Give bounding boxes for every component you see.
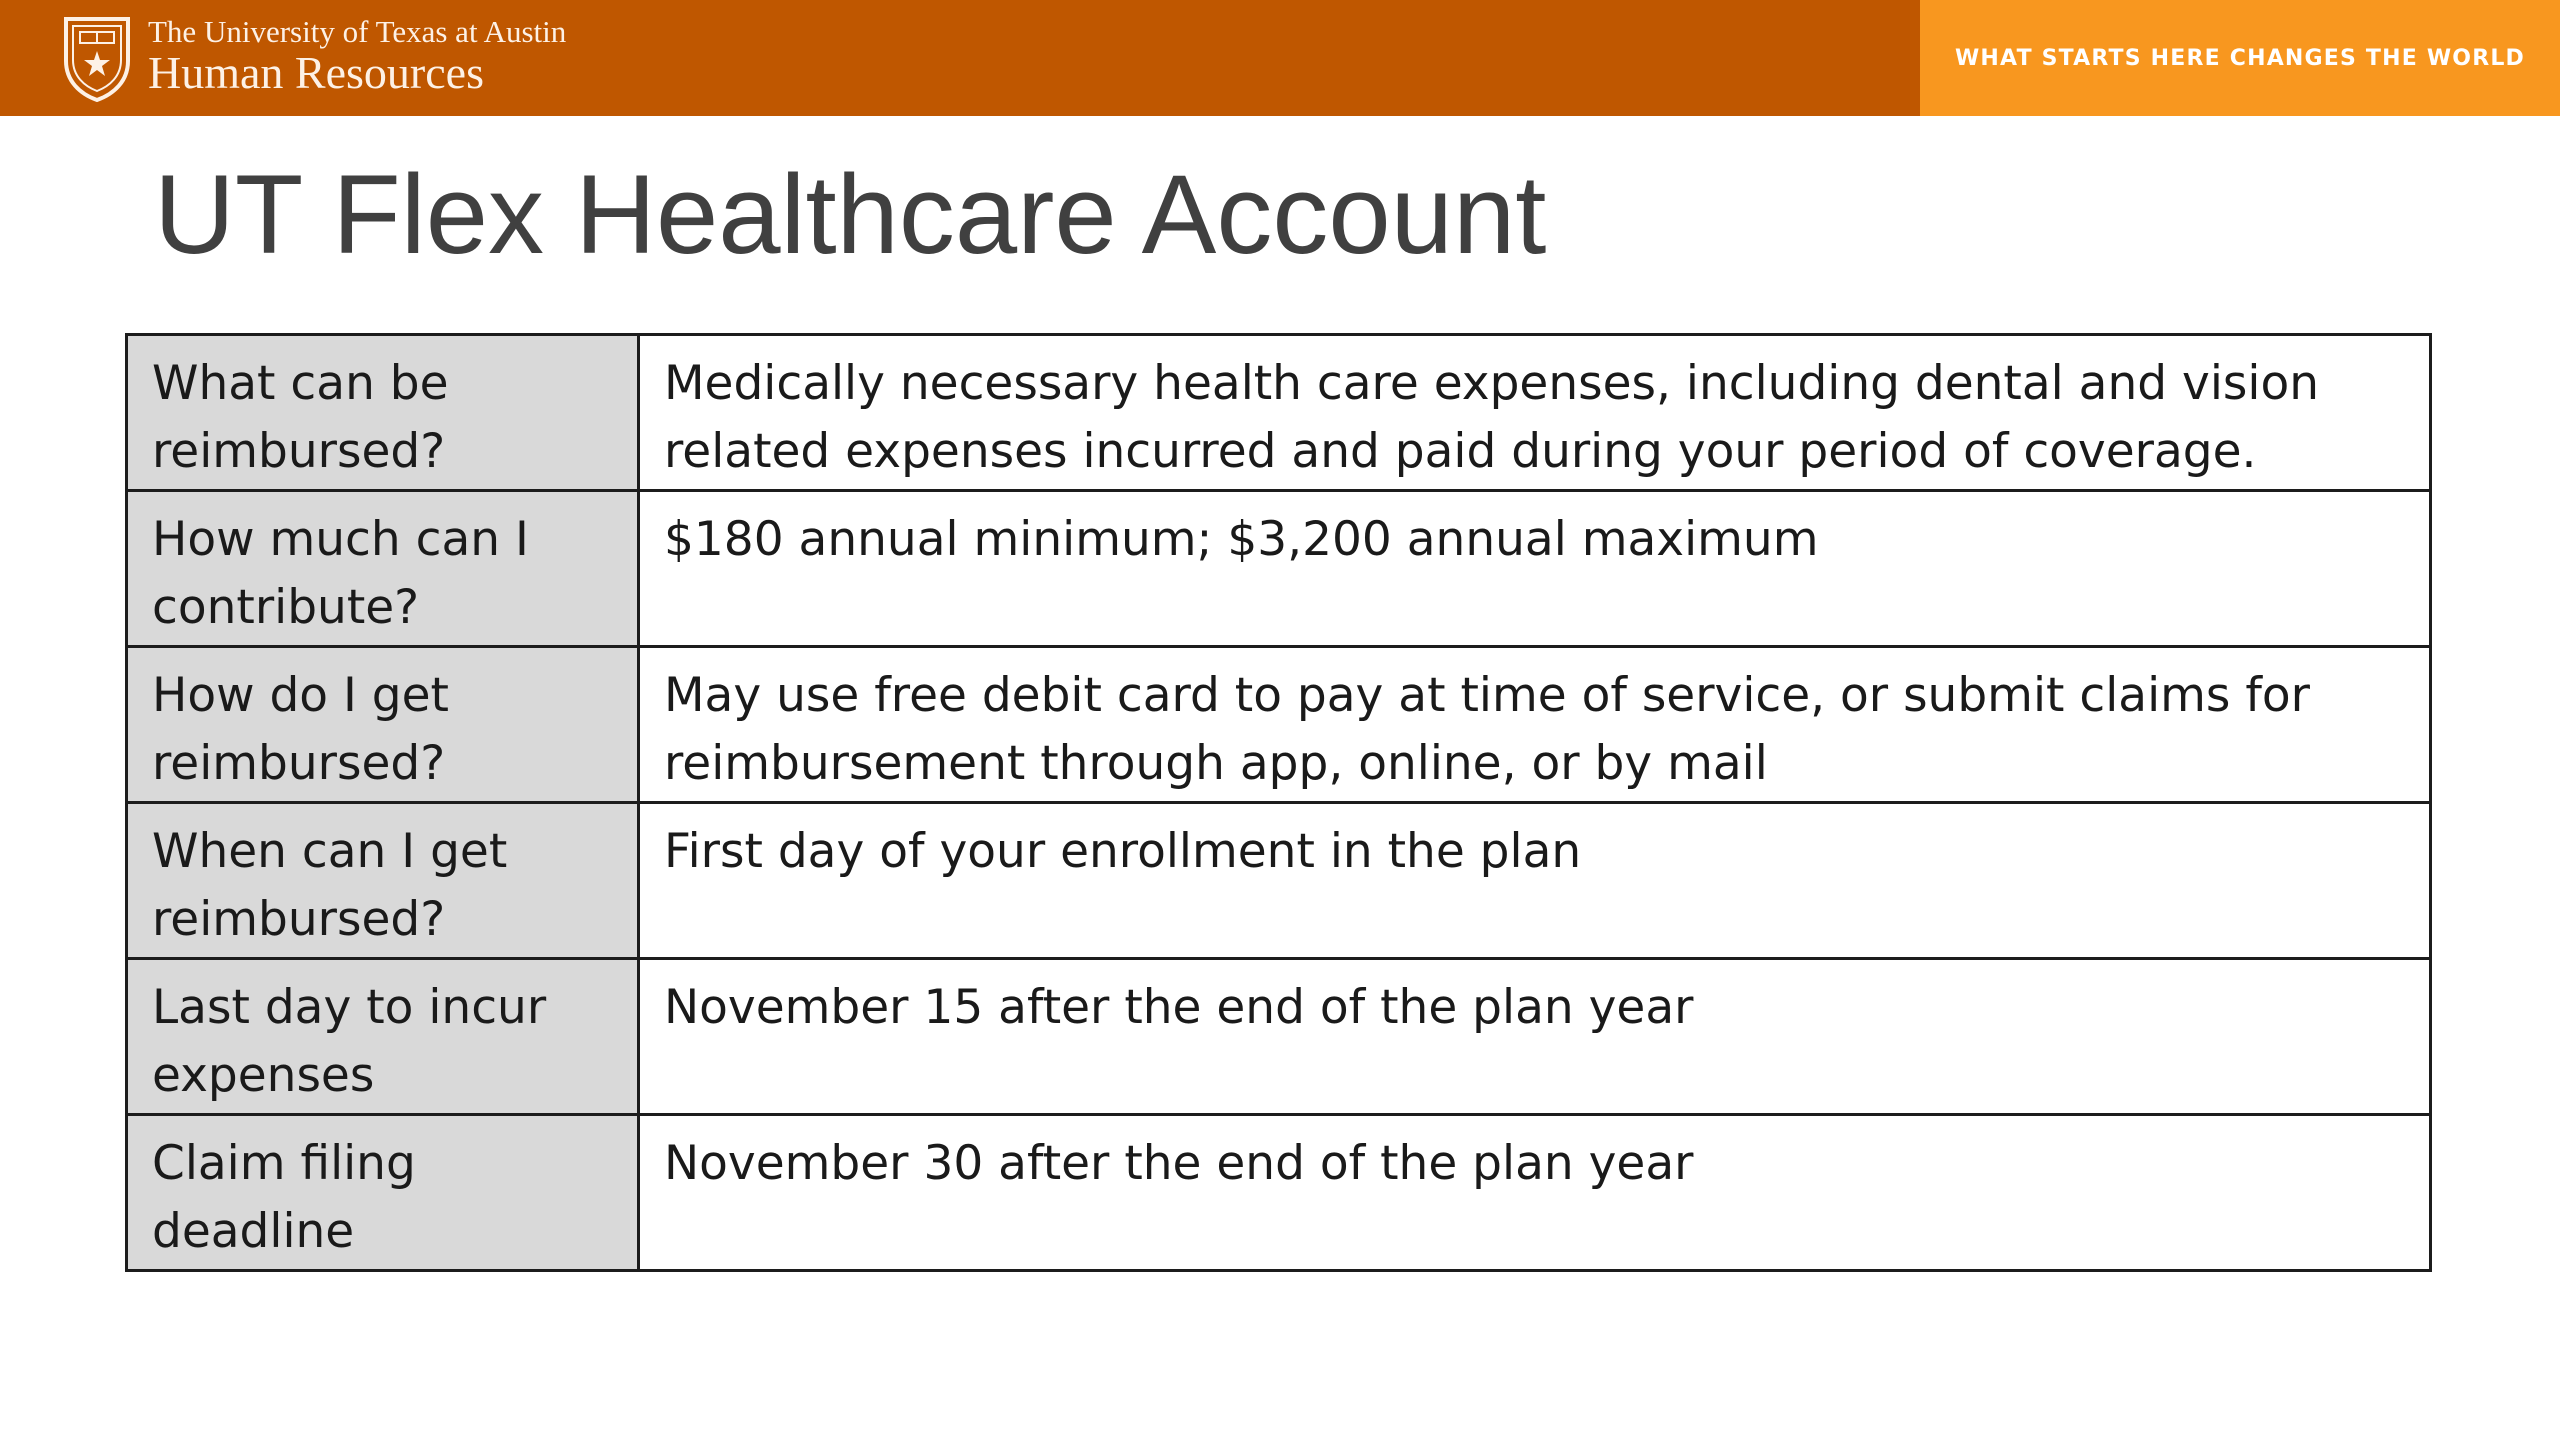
table-row xyxy=(127,491,2431,647)
table-row xyxy=(127,959,2431,1115)
org-department: Human Resources xyxy=(148,47,484,98)
answer-cell: November 30 after the end of the plan year xyxy=(639,1115,2431,1271)
info-table xyxy=(125,333,2432,1272)
question-cell: How much can I contribute? xyxy=(127,491,639,647)
page-title: UT Flex Healthcare Account xyxy=(154,152,1547,277)
question-cell: When can I get reimbursed? xyxy=(127,803,639,959)
answer-cell: November 15 after the end of the plan year xyxy=(639,959,2431,1115)
table-row xyxy=(127,803,2431,959)
tagline-block xyxy=(1920,0,2560,116)
question-cell: Last day to incur expenses xyxy=(127,959,639,1115)
answer-cell: First day of your enrollment in the plan xyxy=(639,803,2431,959)
table-row xyxy=(127,335,2431,491)
tagline: WHAT STARTS HERE CHANGES THE WORLD xyxy=(1954,45,2526,71)
question-cell: Claim filing deadline xyxy=(127,1115,639,1271)
answer-cell: May use free debit card to pay at time of service, or submit claims for reimbursement through app, online, or by mail xyxy=(639,647,2431,803)
answer-cell: $180 annual minimum; $3,200 annual maximum xyxy=(639,491,2431,647)
org-name-line: The University of Texas at Austin xyxy=(148,14,567,49)
question-cell: What can be reimbursed? xyxy=(127,335,639,491)
question-cell: How do I get reimbursed? xyxy=(127,647,639,803)
header-bar xyxy=(0,0,2560,116)
university-seal-icon xyxy=(62,15,132,102)
table-row xyxy=(127,1115,2431,1271)
table-row xyxy=(127,647,2431,803)
answer-cell: Medically necessary health care expenses, including dental and vision related expenses incurred and paid during your period of coverage. xyxy=(639,335,2431,491)
